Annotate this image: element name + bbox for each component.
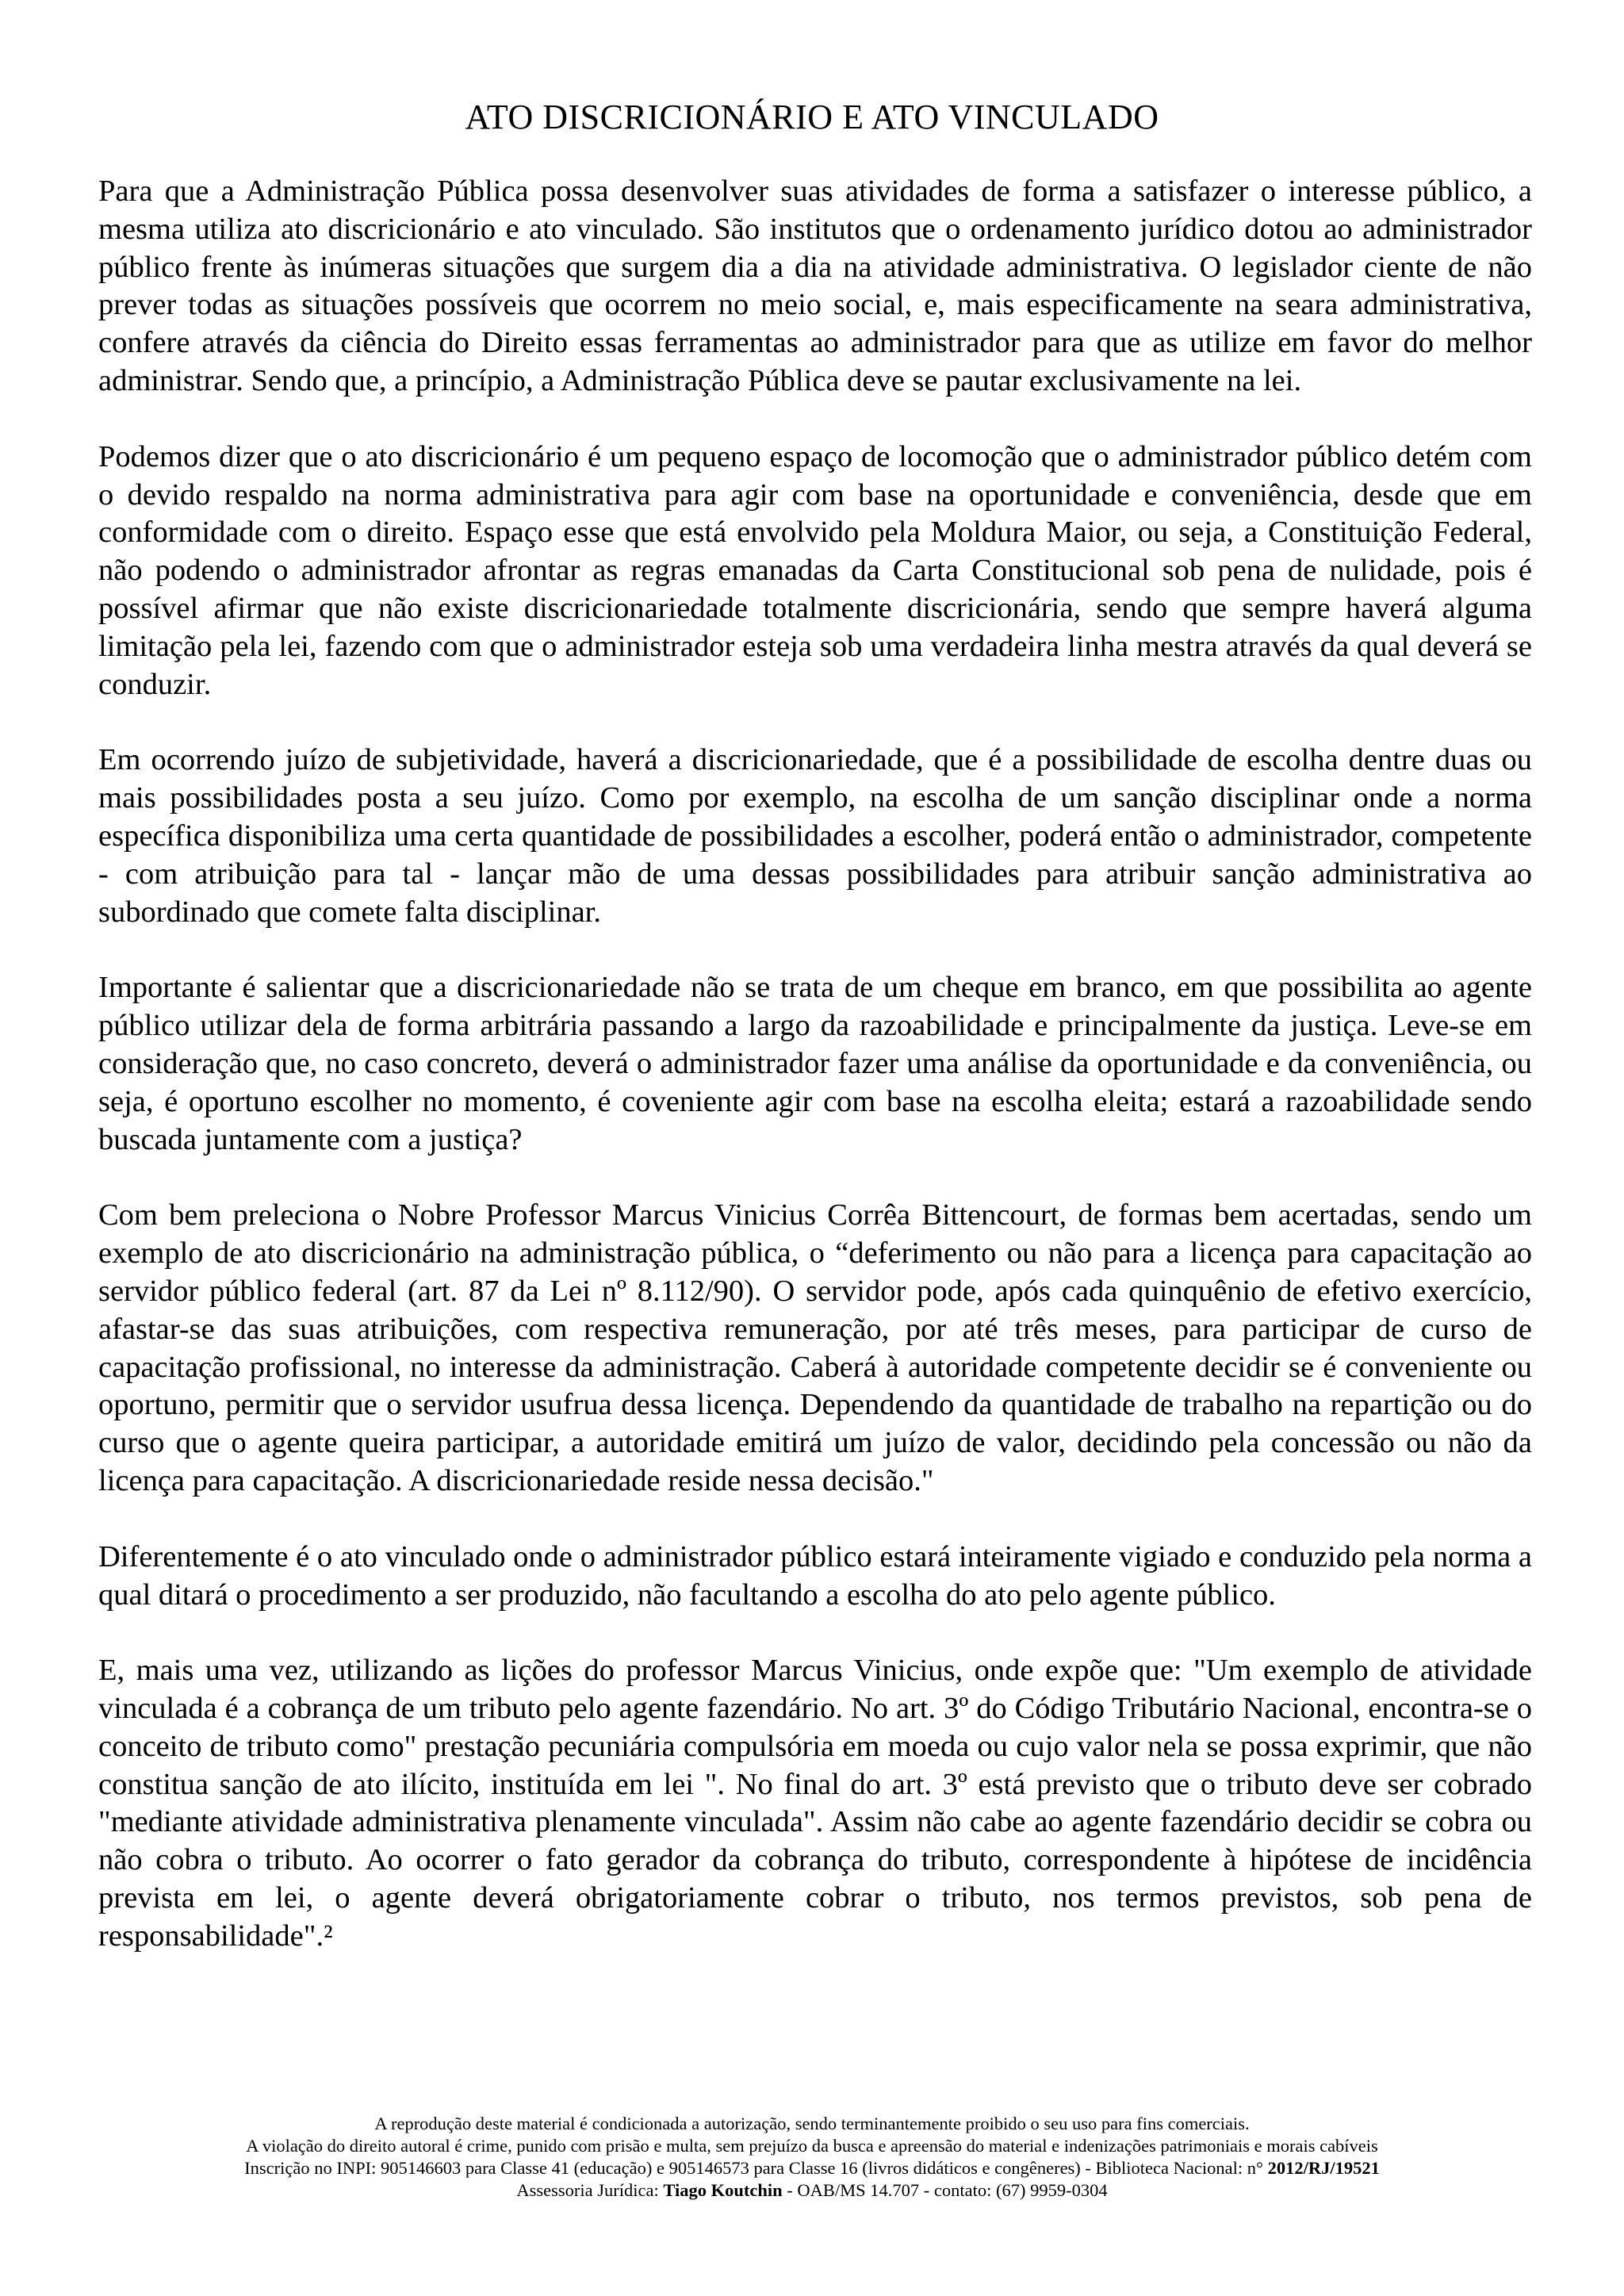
footer-registration (0, 2157, 1624, 2179)
paragraph-6: Diferentemente é o ato vinculado onde o administrador público estará inteiramente vigiado e conduzido pela norma a qual ditará o procedimento a ser produzido, não facultando a escolha do ato pelo agente público. (98, 1539, 1532, 1612)
paragraph-4: Importante é salientar que a discricionariedade não se trata de um cheque em branco, em que possibilita ao agente público utilizar dela de forma arbitrária passando a largo da razoabilidade e principalmente da justiça. Leve-se em consideração que, no caso concreto, deverá o administrador fazer uma análise da oportunidade e da conveniência, ou seja, é oportuno escolher no momento, é coveniente agir com base na escolha eleita; estará a razoabilidade sendo buscada juntamente com a justiça? (98, 971, 1532, 1156)
footer-legal-prefix: Assessoria Jurídica: (516, 2180, 664, 2200)
document-body (98, 173, 1532, 1994)
copyright-footer (0, 2113, 1624, 2202)
footer-reproduction-notice: A reprodução deste material é condicionada a autorização, sendo terminantemente proibido o seu uso para fins comerciais. (374, 2114, 1250, 2133)
paragraph-3: Em ocorrendo juízo de subjetividade, haverá a discricionariedade, que é a possibilidade de escolha dentre duas ou mais possibilidades posta a seu juízo. Como por exemplo, na escolha de um sanção disciplinar onde a norma específica disponibiliza uma certa quantidade de possibilidades a escolher, poderá então o administrador, competente - com atribuição para tal - lançar mão de uma dessas possibilidades para atribuir sanção administrativa ao subordinado que comete falta disciplinar. (98, 743, 1532, 929)
footer-lawyer-name: Tiago Koutchin (663, 2180, 783, 2200)
footer-copyright-warning: A violação do direito autoral é crime, punido com prisão e multa, sem prejuízo da busca e apreensão do material e indenizações patrimoniais e morais cabíveis (246, 2136, 1378, 2156)
paragraph-1: Para que a Administração Pública possa desenvolver suas atividades de forma a satisfazer o interesse público, a mesma utiliza ato discricionário e ato vinculado. São institutos que o ordenamento jurídico dotou ao administrador público frente às inúmeras situações que surgem dia a dia na atividade administrativa. O legislador ciente de não prever todas as situações possíveis que ocorrem no meio social, e, mais especificamente na seara administrativa, confere através da ciência do Direito essas ferramentas ao administrador para que as utilize em favor do melhor administrar. Sendo que, a princípio, a Administração Pública deve se pautar exclusivamente na lei. (98, 174, 1532, 397)
footer-legal-suffix: - OAB/MS 14.707 - contato: (67) 9959-0304 (782, 2180, 1108, 2200)
paragraph-7: E, mais uma vez, utilizando as lições do professor Marcus Vinicius, onde expõe que: "Um exemplo de atividade vinculada é a cobrança de um tributo pelo agente fazendário. No art. 3º do Código Tributário Nacional, encontra-se o conceito de tributo como" prestação pecuniária compulsória em moeda ou cujo valor nela se possa exprimir, que não constitua sanção de ato ilícito, instituída em lei ". No final do art. 3º está previsto que o tributo deve ser cobrado "mediante atividade administrativa plenamente vinculada". Assim não cabe ao agente fazendário decidir se cobra ou não cobra o tributo. Ao ocorrer o fato gerador da cobrança do tributo, correspondente à hipótese de incidência prevista em lei, o agente deverá obrigatoriamente cobrar o tributo, nos termos previstos, sob pena de responsabilidade".² (98, 1654, 1532, 1953)
paragraph-5: Com bem preleciona o Nobre Professor Marcus Vinicius Corrêa Bittencourt, de formas bem acertadas, sendo um exemplo de ato discricionário na administração pública, o “deferimento ou não para a licença para capacitação ao servidor público federal (art. 87 da Lei nº 8.112/90). O servidor pode, após cada quinquênio de efetivo exercício, afastar-se das suas atribuições, com respectiva remuneração, por até três meses, para participar de curso de capacitação profissional, no interesse da administração. Caberá à autoridade competente decidir se é conveniente ou oportuno, permitir que o servidor usufrua dessa licença. Dependendo da quantidade de trabalho na repartição ou do curso que o agente queira participar, a autoridade emitirá um juízo de valor, decidindo pela concessão ou não da licença para capacitação. A discricionariedade reside nessa decisão." (98, 1198, 1532, 1497)
footer-library-number: 2012/RJ/19521 (1267, 2158, 1380, 2178)
footer-registration-text: Inscrição no INPI: 905146603 para Classe 41 (educação) e 905146573 para Classe 16 (livros didáticos e congêneres) - Biblioteca Nacional: n° (244, 2158, 1268, 2178)
document-title: ATO DISCRICIONÁRIO E ATO VINCULADO (465, 98, 1159, 136)
footer-legal-contact (0, 2179, 1624, 2202)
paragraph-2: Podemos dizer que o ato discricionário é um pequeno espaço de locomoção que o administrador público detém com o devido respaldo na norma administrativa para agir com base na oportunidade e conveniência, desde que em conformidade com o direito. Espaço esse que está envolvido pela Moldura Maior, ou seja, a Constituição Federal, não podendo o administrador afrontar as regras emanadas da Carta Constitucional sob pena de nulidade, pois é possível afirmar que não existe discricionariedade totalmente discricionária, sendo que sempre haverá alguma limitação pela lei, fazendo com que o administrador esteja sob uma verdadeira linha mestra através da qual deverá se conduzir. (98, 439, 1532, 701)
